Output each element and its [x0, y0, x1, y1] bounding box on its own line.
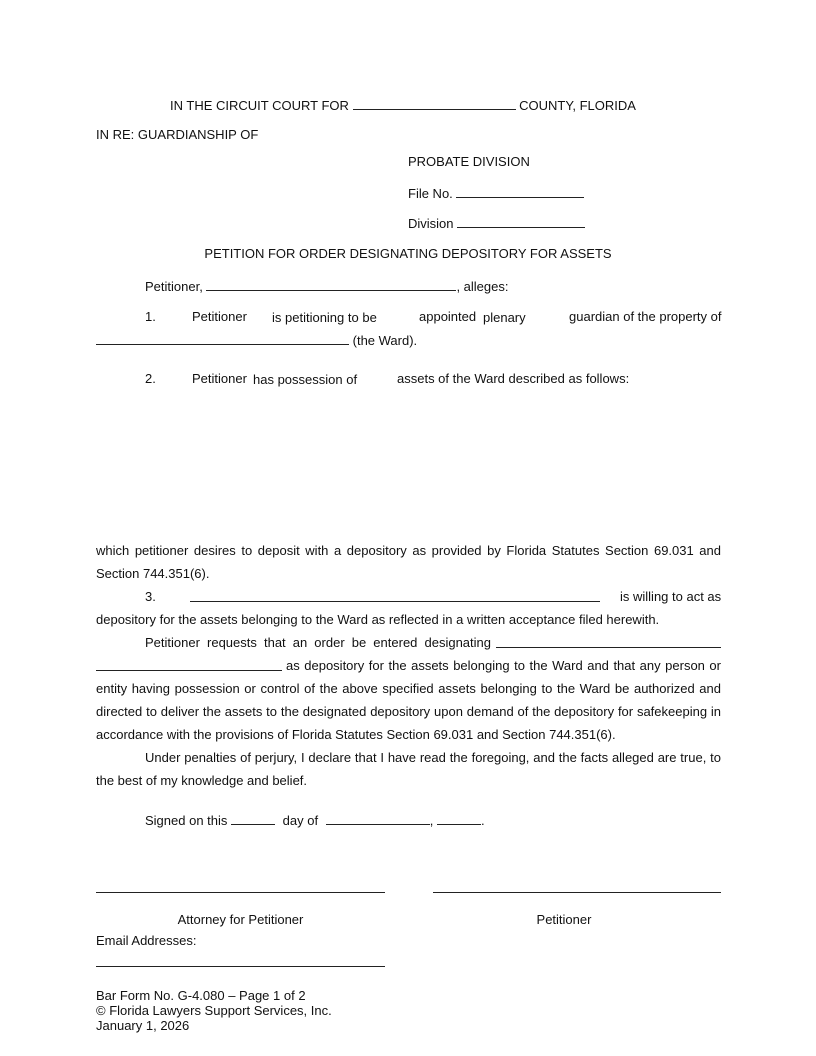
email-line[interactable] [96, 966, 385, 967]
petitioner-line [145, 278, 509, 295]
item2-number: 2. [145, 371, 156, 386]
item1-word2: is petitioning to be [272, 310, 377, 325]
attorney-signature-line[interactable] [96, 892, 385, 893]
email-label: Email Addresses: [96, 933, 197, 948]
request-line-3: entity having possession or control of the above specified assets belonging to the Ward be authorized and [96, 681, 721, 696]
request-line-2: as depository for the assets belonging to the Ward and that any person or [286, 658, 721, 673]
court-heading [170, 97, 636, 114]
perjury-line-2: the best of my knowledge and belief. [96, 773, 308, 788]
designated-depository-blank-2[interactable] [96, 658, 282, 671]
item1-word4: plenary [483, 310, 526, 325]
file-no-blank[interactable] [456, 185, 584, 198]
county-blank[interactable] [353, 97, 516, 110]
perjury-line-1: Under penalties of perjury, I declare that I have read the foregoing, and the facts alleged are true, to [145, 750, 721, 765]
item2-word2: has possession of [253, 372, 358, 387]
item1-number: 1. [145, 309, 156, 324]
court-prefix: IN THE CIRCUIT COURT FOR [170, 98, 349, 113]
assets-description-area[interactable] [96, 395, 721, 530]
signed-prefix: Signed on this [145, 813, 228, 828]
deposit-line-2: Section 744.351(6). [96, 566, 210, 581]
in-re-label: IN RE: GUARDIANSHIP OF [96, 127, 259, 142]
signed-line [145, 812, 485, 829]
probate-division-label: PROBATE DIVISION [408, 154, 530, 169]
item3-line [190, 589, 600, 606]
petitioner-prefix: Petitioner, [145, 279, 203, 294]
deposit-line-1: which petitioner desires to deposit with a depository as provided by Florida Statutes Section 69.031 and [96, 543, 721, 558]
signed-end: . [480, 813, 485, 828]
division-blank[interactable] [457, 215, 585, 228]
court-suffix: COUNTY, FLORIDA [519, 98, 636, 113]
item3-line2: depository for the assets belonging to the Ward as reflected in a written acceptance filed herewith. [96, 612, 660, 627]
item3-number: 3. [145, 589, 156, 604]
petitioner-name-blank[interactable] [206, 278, 456, 291]
footer-line-3: January 1, 2026 [96, 1018, 190, 1033]
petitioner-suffix: , alleges: [456, 279, 509, 294]
request-line-5: accordance with the provisions of Florida Statutes Section 69.031 and Section 744.351(6). [96, 727, 616, 742]
request-blank-2-wrap [96, 658, 282, 675]
item1-word3: appointed [419, 309, 477, 324]
footer-line-2: © Florida Lawyers Support Services, Inc. [96, 1003, 332, 1018]
designated-depository-blank-1[interactable] [496, 635, 721, 648]
petitioner-signature-line[interactable] [433, 892, 721, 893]
item2-word1: Petitioner [192, 371, 247, 386]
document-title: PETITION FOR ORDER DESIGNATING DEPOSITORY FOR ASSETS [204, 246, 612, 261]
request-line-1: Petitioner requests that an order be entered designating [145, 635, 491, 650]
footer-line-1: Bar Form No. G-4.080 – Page 1 of 2 [96, 988, 306, 1003]
item1-word5: guardian of the property of [569, 309, 722, 324]
item1-ward-line [96, 332, 417, 349]
ward-name-blank[interactable] [96, 332, 349, 345]
item1-suffix: (the Ward). [352, 333, 418, 348]
signed-month-blank[interactable] [326, 812, 430, 825]
request-line-4: directed to deliver the assets to the designated depository upon demand of the depository for safekeeping in [96, 704, 721, 719]
division-row [408, 215, 585, 232]
signed-day-blank[interactable] [231, 812, 275, 825]
attorney-label: Attorney for Petitioner [177, 912, 304, 927]
file-no-row [408, 185, 584, 202]
depository-name-blank[interactable] [190, 589, 600, 602]
item2-word3: assets of the Ward described as follows: [397, 371, 630, 386]
file-no-label: File No. [408, 186, 453, 201]
signed-year-blank[interactable] [437, 812, 481, 825]
petitioner-label: Petitioner [536, 912, 592, 927]
item1-word1: Petitioner [192, 309, 247, 324]
division-field-label: Division [408, 216, 454, 231]
signed-day-of: day of [282, 813, 319, 828]
item3-suffix: is willing to act as [620, 589, 722, 604]
signed-comma: , [429, 813, 434, 828]
request-blank-1-wrap [496, 635, 721, 652]
